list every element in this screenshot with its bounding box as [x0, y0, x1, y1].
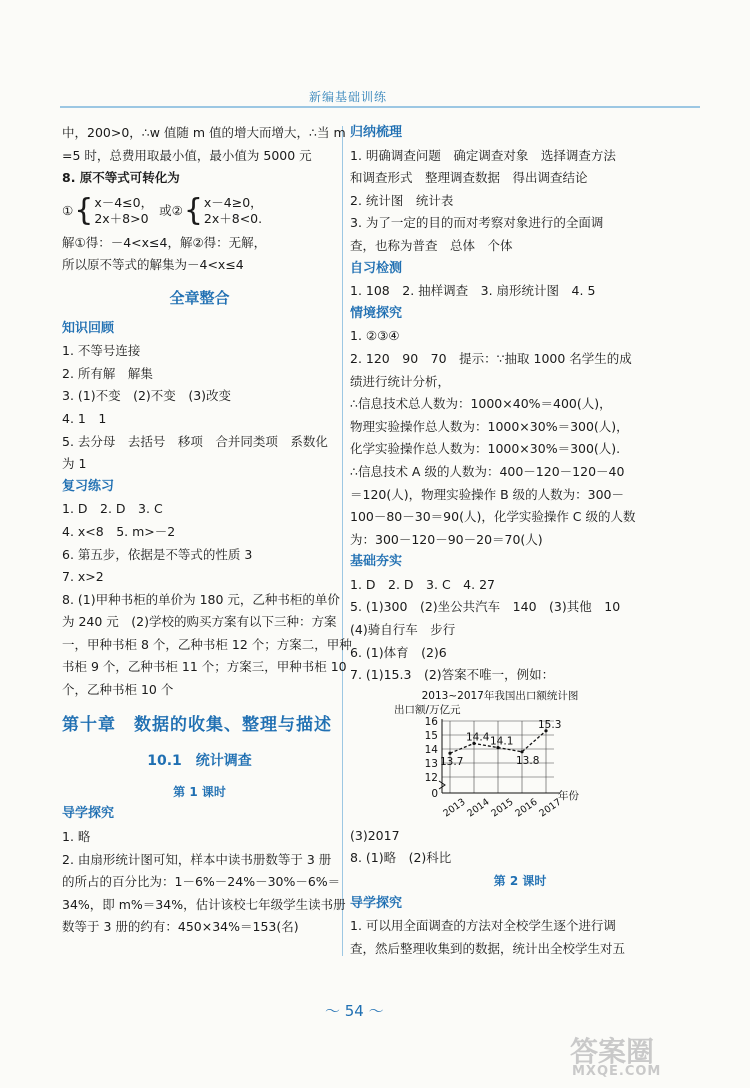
section-heading: 归纳梳理 [350, 125, 403, 140]
section-heading: 知识回顾 [62, 320, 115, 336]
answer-line: (3)2017 [350, 827, 400, 843]
watermark-logo [570, 1030, 740, 1080]
y-tick-label: 13 [424, 757, 438, 770]
inequality-systems [62, 190, 337, 232]
x-axis-label: 年份 [558, 789, 579, 802]
answer-line: 6. (1)体育 (2)6 [350, 644, 447, 660]
header-title: 新编基础训练 [308, 90, 387, 104]
answer-line: 3. (1)不变 (2)不变 (3)改变 [62, 388, 232, 404]
system-row: 2x＋8<0. [203, 210, 263, 226]
x-tick-label: 2013 [441, 796, 468, 820]
answer-line: 为：300－120－90－20＝70(人) [350, 531, 543, 547]
answer-line: 2. 120 90 70 提示：∵抽取 1000 名学生的成 [350, 350, 632, 366]
chapter-title: 第十章 数据的收集、整理与描述 [62, 714, 332, 735]
system-row: x－4≤0， [94, 194, 154, 210]
section-heading: 导学探究 [350, 895, 403, 911]
answer-line: 1. 可以用全面调查的方法对全校学生逐个进行调 [350, 918, 616, 934]
answer-line: 书柜 9 个，乙种书柜 11 个；方案三，甲种书柜 10 [62, 659, 347, 675]
answer-line: 1. 明确调查问题 确定调查对象 选择调查方法 [350, 147, 616, 163]
answer-line: 数等于 3 册的约有：450×34%＝153(名) [62, 919, 299, 935]
data-point [520, 750, 523, 753]
y-tick-label: 14 [424, 743, 438, 756]
answer-line: ∴信息技术总人数为：1000×40%＝400(人)， [350, 396, 612, 412]
brace-icon: { [183, 192, 203, 228]
answer-line: 2. 所有解 解集 [62, 365, 153, 381]
answer-line: 7. (1)15.3 (2)答案不唯一，例如： [350, 667, 555, 683]
or-label: 或② [159, 202, 183, 218]
lesson-title: 第 2 课时 [493, 874, 547, 889]
system-label-1: ① [62, 202, 74, 218]
section-heading: 自习检测 [350, 260, 403, 276]
data-label: 14.4 [466, 731, 490, 744]
answer-line: 的所占的百分比为：1－6%－24%－30%－6%＝ [62, 874, 341, 890]
answer-line: 100－80－30＝90(人)，化学实验操作 C 级的人数 [350, 509, 636, 525]
data-label: 15.3 [538, 718, 562, 731]
answer-line: 3. 为了一定的目的而对考察对象进行的全面调 [350, 215, 604, 231]
answer-line: ∴信息技术 A 级的人数为：400－120－120－40 [350, 463, 625, 479]
section-heading: 导学探究 [62, 806, 115, 822]
system-row: x－4≥0， [203, 194, 263, 210]
column-divider [342, 126, 343, 956]
data-point [448, 751, 451, 754]
answer-line: 查，也称为普查 总体 个体 [350, 237, 513, 253]
answer-line: 5. (1)300 (2)坐公共汽车 140 (3)其他 10 [350, 599, 621, 615]
y-tick-label: 12 [424, 771, 438, 784]
question-8: 8. 原不等式可转化为 [62, 170, 180, 186]
answer-line: 1. D 2. D 3. C [62, 501, 163, 517]
answer-line: 1. D 2. D 3. C 4. 27 [350, 576, 495, 592]
y-tick-label: 15 [424, 729, 438, 742]
x-tick-label: 2015 [489, 796, 516, 820]
chart-title: 2013~2017年我国出口额统计图 [421, 689, 579, 702]
x-tick-label: 2017 [537, 796, 564, 820]
data-label: 13.8 [516, 754, 540, 767]
answer-line: 查，然后整理收集到的数据，统计出全校学生对五 [350, 940, 626, 956]
answer-line: 个，乙种书柜 10 个 [62, 682, 174, 698]
answer-line: 物理实验操作总人数为：1000×30%＝300(人)， [350, 418, 629, 434]
y-axis-label: 出口额/万亿元 [394, 703, 461, 716]
answer-line: 为 1 [62, 456, 87, 472]
answer-line: 7. x>2 [62, 569, 104, 585]
text-line: 中，200>0，∴w 值随 m 值的增大而增大，∴当 m [62, 125, 346, 140]
answer-line: 2. 统计图 统计表 [350, 192, 454, 208]
page-number: ～ 54 ～ [325, 1002, 384, 1020]
left-column [62, 122, 352, 939]
answer-line: 34%，即 m%＝34%，估计该校七年级学生读书册 [62, 896, 346, 912]
answer-line: 1. 不等号连接 [62, 343, 141, 359]
text-line: 所以原不等式的解集为－4<x≤4 [62, 257, 244, 273]
answer-line: 8. (1)甲种书柜的单价为 180 元，乙种书柜的单价 [62, 591, 340, 607]
data-label: 13.7 [440, 756, 464, 769]
answer-line: 化学实验操作总人数为：1000×30%＝300(人). [350, 441, 621, 457]
inequality-system-1 [73, 192, 154, 228]
answer-line: 和调查形式 整理调查数据 得出调查结论 [350, 170, 588, 186]
watermark-text: 答案圈 [570, 1035, 655, 1068]
answer-line: 4. x<8 5. m>－2 [62, 523, 176, 539]
answer-line: 1. 略 [62, 829, 91, 845]
answer-line: 绩进行统计分析， [350, 373, 451, 389]
chart-container [350, 689, 690, 821]
answer-line: 一，甲种书柜 8 个，乙种书柜 12 个；方案二，甲种 [62, 636, 352, 652]
answer-line: 5. 去分母 去括号 移项 合并同类项 系数化 [62, 433, 328, 449]
watermark-url: MXQE.COM [572, 1064, 662, 1079]
chapter-summary-title: 全章整合 [169, 288, 230, 307]
answer-line: 1. ②③④ [350, 328, 400, 344]
brace-icon: { [74, 192, 94, 228]
data-label: 14.1 [490, 735, 514, 748]
section-heading: 情境探究 [350, 305, 403, 321]
line-chart [390, 689, 610, 821]
header-rule [60, 106, 700, 108]
answer-line: (4)骑自行车 步行 [350, 622, 456, 638]
y-tick-label: 0 [431, 787, 438, 800]
right-column [350, 122, 690, 960]
text-line: 解①得：－4<x≤4，解②得：无解， [62, 234, 267, 250]
answer-line: ＝120(人)，物理实验操作 B 级的人数为：300－ [350, 486, 624, 502]
answer-line: 1. 108 2. 抽样调查 3. 扇形统计图 4. 5 [350, 283, 596, 299]
y-tick-label: 16 [424, 715, 438, 728]
answer-line: 6. 第五步，依据是不等式的性质 3 [62, 546, 253, 562]
lesson-title: 第 1 课时 [173, 784, 226, 799]
x-tick-label: 2014 [465, 796, 492, 820]
inequality-system-2 [183, 192, 263, 228]
section-title: 10.1 统计调查 [147, 753, 252, 770]
text-line: =5 时，总费用取最小值，最小值为 5000 元 [62, 147, 312, 163]
system-row: 2x＋8>0 [94, 210, 149, 226]
section-heading: 复习练习 [62, 478, 115, 494]
answer-line: 8. (1)略 (2)科比 [350, 850, 452, 866]
section-heading: 基础夯实 [350, 554, 403, 570]
x-tick-label: 2016 [513, 796, 540, 820]
answer-line: 为 240 元 (2)学校的购买方案有以下三种：方案 [62, 614, 337, 630]
answer-line: 2. 由扇形统计图可知，样本中读书册数等于 3 册 [62, 851, 332, 867]
answer-line: 4. 1 1 [62, 410, 107, 426]
